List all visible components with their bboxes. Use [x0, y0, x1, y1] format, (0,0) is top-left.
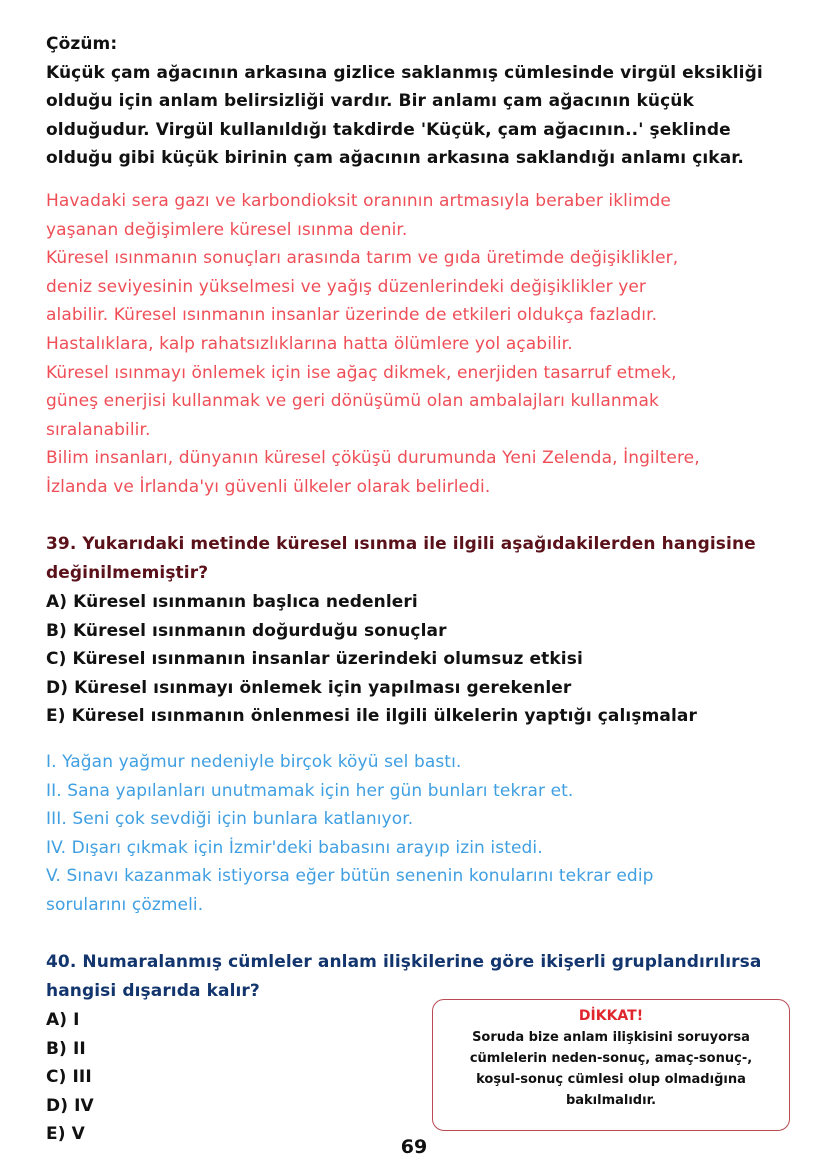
question-line: 40. Numaralanmış cümleler anlam ilişkilerine göre ikişerli gruplandırılırsa	[46, 952, 762, 972]
sentence-v-continued: sorularını çözmeli.	[46, 894, 204, 915]
question-39-options	[46, 588, 786, 731]
passage-line: Küresel ısınmanın sonuçları arasında tarım ve gıda üretimde değişiklikler,	[46, 248, 679, 269]
warning-line: bakılmalıdır.	[565, 1093, 657, 1108]
warning-box	[432, 999, 790, 1131]
warning-title: DİKKAT!	[578, 1008, 644, 1024]
option-c[interactable]: C) III	[46, 1067, 92, 1088]
passage-line: İzlanda ve İrlanda'yı güvenli ülkeler olarak belirledi.	[46, 476, 491, 497]
passage-line: güneş enerjisi kullanmak ve geri dönüşümü olan ambalajları kullanmak	[46, 391, 659, 412]
option-a[interactable]: A) I	[46, 1010, 80, 1030]
sentence-i: I. Yağan yağmur nedeniyle birçok köyü sel bastı.	[46, 752, 462, 772]
passage-line: Hastalıklara, kalp rahatsızlıklarına hatta ölümlere yol açabilir.	[46, 333, 573, 354]
option-e[interactable]: E) Küresel ısınmanın önlenmesi ile ilgili ülkelerin yaptığı çalışmalar	[46, 706, 697, 727]
solution-title: Çözüm:	[46, 34, 118, 54]
solution-line: olduğudur. Virgül kullanıldığı takdirde 'Küçük, çam ağacının..' şeklinde	[46, 119, 731, 140]
passage-line: Havadaki sera gazı ve karbondioksit oranının artmasıyla beraber iklimde	[46, 191, 671, 211]
option-a[interactable]: A) Küresel ısınmanın başlıca nedenleri	[46, 592, 418, 612]
warning-line: koşul-sonuç cümlesi olup olmadığına	[476, 1072, 746, 1087]
option-d[interactable]: D) IV	[46, 1095, 94, 1116]
solution-section	[46, 30, 786, 173]
question-line: değinilmemiştir?	[46, 562, 209, 583]
option-b[interactable]: B) II	[46, 1038, 86, 1059]
page-number: 69	[400, 1136, 428, 1158]
warning-line: cümlelerin neden-sonuç, amaç-sonuç-,	[469, 1051, 753, 1066]
option-c[interactable]: C) Küresel ısınmanın insanlar üzerindeki olumsuz etkisi	[46, 649, 583, 670]
question-line: hangisi dışarıda kalır?	[46, 980, 260, 1001]
sentence-ii: II. Sana yapılanları unutmamak için her gün bunları tekrar et.	[46, 780, 574, 801]
passage-line: Küresel ısınmayı önlemek için ise ağaç dikmek, enerjiden tasarruf etmek,	[46, 362, 677, 383]
option-d[interactable]: D) Küresel ısınmayı önlemek için yapılması gerekenler	[46, 677, 572, 698]
passage-line: sıralanabilir.	[46, 419, 151, 440]
question-39-stem	[46, 530, 786, 587]
solution-line: olduğu gibi küçük birinin çam ağacının arkasına saklandığı anlamı çıkar.	[46, 148, 744, 169]
sentence-iv: IV. Dışarı çıkmak için İzmir'deki babasını arayıp izin istedi.	[46, 837, 543, 858]
question-40-options	[46, 1006, 246, 1149]
sentence-iii: III. Seni çok sevdiği için bunlara katlanıyor.	[46, 809, 414, 830]
warning-line: Soruda bize anlam ilişkisini soruyorsa	[472, 1030, 750, 1045]
question-line: 39. Yukarıdaki metinde küresel ısınma ile ilgili aşağıdakilerden hangisine	[46, 534, 756, 554]
question-40-stem	[46, 948, 786, 1005]
solution-line: olduğu için anlam belirsizliği vardır. Bir anlamı çam ağacının küçük	[46, 91, 694, 112]
numbered-sentences	[46, 748, 786, 920]
option-b[interactable]: B) Küresel ısınmanın doğurduğu sonuçlar	[46, 620, 447, 641]
sentence-v: V. Sınavı kazanmak istiyorsa eğer bütün senenin konularını tekrar edip	[46, 866, 654, 887]
passage-line: alabilir. Küresel ısınmanın insanlar üzerinde de etkileri oldukça fazladır.	[46, 305, 658, 326]
passage-global-warming	[46, 187, 786, 502]
option-e[interactable]: E) V	[46, 1124, 85, 1145]
passage-line: Bilim insanları, dünyanın küresel çöküşü durumunda Yeni Zelenda, İngiltere,	[46, 448, 700, 469]
passage-line: yaşanan değişimlere küresel ısınma denir.	[46, 219, 408, 240]
solution-line: Küçük çam ağacının arkasına gizlice saklanmış cümlesinde virgül eksikliği	[46, 62, 763, 83]
passage-line: deniz seviyesinin yükselmesi ve yağış düzenlerindeki değişiklikler yer	[46, 276, 647, 297]
